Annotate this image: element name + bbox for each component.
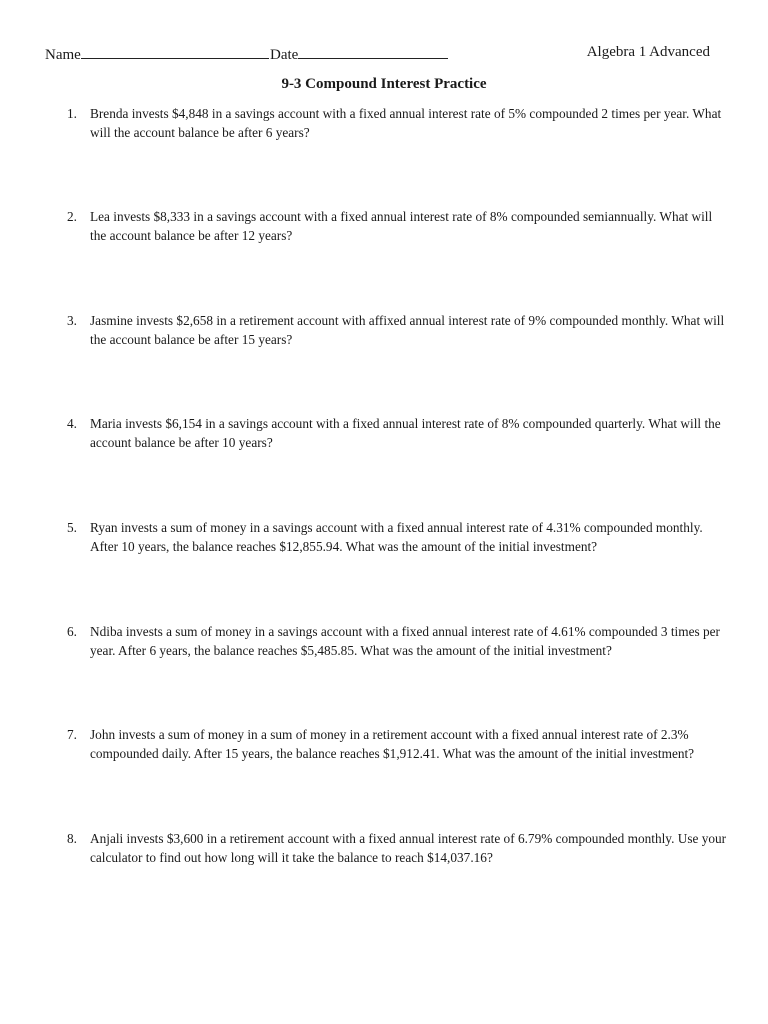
problem-text: Ndiba invests a sum of money in a savings account with a fixed annual interest rate of 4.61% compounded 3 times per year. After 6 years, the balance reaches $5,485.85. What was the amount of the initial investment? bbox=[90, 624, 720, 658]
problem-number: 7. bbox=[67, 727, 77, 742]
date-blank bbox=[298, 44, 448, 59]
name-field bbox=[45, 44, 269, 64]
course-name: Algebra 1 Advanced bbox=[586, 44, 710, 60]
problem-number: 3. bbox=[67, 313, 77, 328]
problem-number: 5. bbox=[67, 520, 77, 535]
problem-text: Anjali invests $3,600 in a retirement account with a fixed annual interest rate of 6.79% compounded monthly. Use your calculator to find out how long will it take the balance to reach $14,037.16? bbox=[90, 831, 727, 865]
name-blank bbox=[81, 44, 269, 59]
problem-text: Ryan invests a sum of money in a savings account with a fixed annual interest rate of 4.31% compounded monthly. After 10 years, the balance reaches $12,855.94. What was the amount of the initial investment? bbox=[90, 520, 703, 554]
problem-number: 8. bbox=[67, 831, 77, 846]
problem-text: John invests a sum of money in a sum of money in a retirement account with a fixed annual interest rate of 2.3% compounded daily. After 15 years, the balance reaches $1,912.41. What was the amount of the initial investment? bbox=[90, 727, 695, 761]
problem-text: Jasmine invests $2,658 in a retirement account with affixed annual interest rate of 9% compounded monthly. What will the account balance be after 15 years? bbox=[90, 313, 725, 347]
problem-number: 1. bbox=[67, 106, 77, 121]
problem-number: 6. bbox=[67, 624, 77, 639]
date-label: Date bbox=[270, 47, 299, 63]
problem-number: 4. bbox=[67, 416, 77, 431]
header bbox=[45, 44, 710, 64]
problem-text: Brenda invests $4,848 in a savings account with a fixed annual interest rate of 5% compounded 2 times per year. What will the account balance be after 6 years? bbox=[90, 106, 722, 140]
problem-text: Lea invests $8,333 in a savings account with a fixed annual interest rate of 8% compounded semiannually. What will the account balance be after 12 years? bbox=[90, 209, 713, 243]
worksheet-title: 9-3 Compound Interest Practice bbox=[281, 76, 487, 92]
problem-number: 2. bbox=[67, 209, 77, 224]
date-field bbox=[270, 44, 448, 64]
name-label: Name bbox=[45, 47, 81, 63]
problem-text: Maria invests $6,154 in a savings account with a fixed annual interest rate of 8% compounded quarterly. What will the account balance be after 10 years? bbox=[90, 416, 721, 450]
